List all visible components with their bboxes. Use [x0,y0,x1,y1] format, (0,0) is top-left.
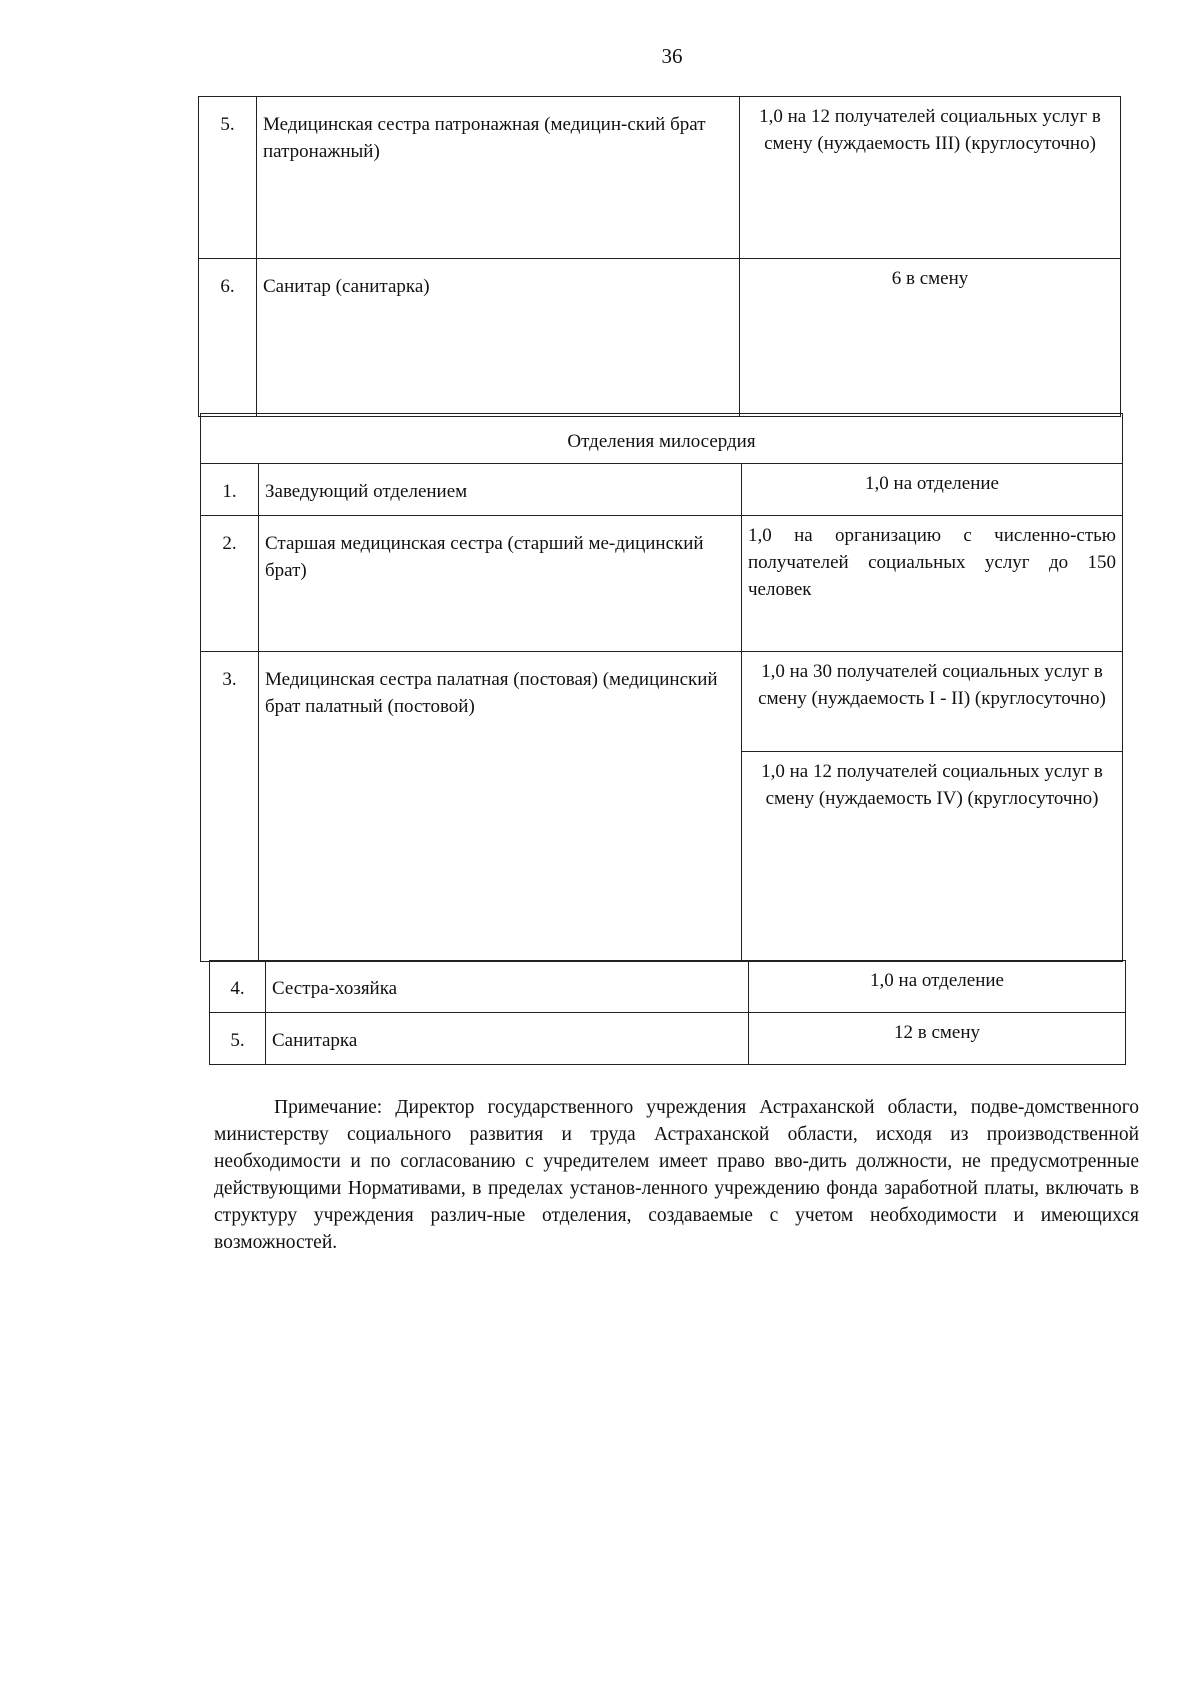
staffing-norm: 1,0 на 30 получателей социальных услуг в смену (нуждаемость I - II) (круглосуточно) [742,652,1123,752]
staffing-norm: 1,0 на организацию с численно-стью получателей социальных услуг до 150 человек [742,516,1123,652]
staffing-table-mercy-departments [200,413,1123,962]
position-name: Санитар (санитарка) [257,259,740,417]
staffing-norm: 6 в смену [740,259,1121,417]
table-row [199,97,1121,259]
footnote-note: Примечание: Директор государственного учреждения Астраханской области, подве-домственного министерству социального развития и труда Астраханской области, исходя из производственной необходимости и по согласованию с учредителем имеет право вво-дить должности, не предусмотренные действующими Нормативами, в пределах установ-ленного учреждению фонда заработной платы, включать в структуру учреждения различ-ные отделения, создаваемые с учетом необходимости и имеющихся возможностей. [214,1097,1139,1253]
table-row [201,652,1123,752]
staffing-norm: 1,0 на отделение [742,464,1123,516]
row-number: 1. [201,464,259,516]
staffing-norm: 1,0 на 12 получателей социальных услуг в смену (нуждаемость IV) (круглосуточно) [742,752,1123,962]
section-title: Отделения милосердия [201,414,1123,464]
table-row [201,516,1123,652]
position-name: Сестра-хозяйка [266,961,749,1013]
row-number: 6. [199,259,257,417]
table-row [199,259,1121,417]
row-number: 3. [201,652,259,962]
row-number: 5. [199,97,257,259]
table-row [210,961,1126,1013]
staffing-table-bottom [209,960,1126,1065]
page-number: 36 [661,44,683,68]
table-row [210,1013,1126,1065]
position-name: Санитарка [266,1013,749,1065]
position-name: Медицинская сестра палатная (постовая) (медицинский брат палатный (постовой) [259,652,742,962]
position-name: Медицинская сестра патронажная (медицин-ский брат патронажный) [257,97,740,259]
staffing-norm: 1,0 на 12 получателей социальных услуг в смену (нуждаемость III) (круглосуточно) [740,97,1121,259]
position-name: Заведующий отделением [259,464,742,516]
staffing-table-top [198,96,1121,417]
staffing-norm: 1,0 на отделение [749,961,1126,1013]
position-name: Старшая медицинская сестра (старший ме-дицинский брат) [259,516,742,652]
table-row [201,464,1123,516]
row-number: 5. [210,1013,266,1065]
row-number: 4. [210,961,266,1013]
row-number: 2. [201,516,259,652]
staffing-norm: 12 в смену [749,1013,1126,1065]
section-header-row [201,414,1123,464]
